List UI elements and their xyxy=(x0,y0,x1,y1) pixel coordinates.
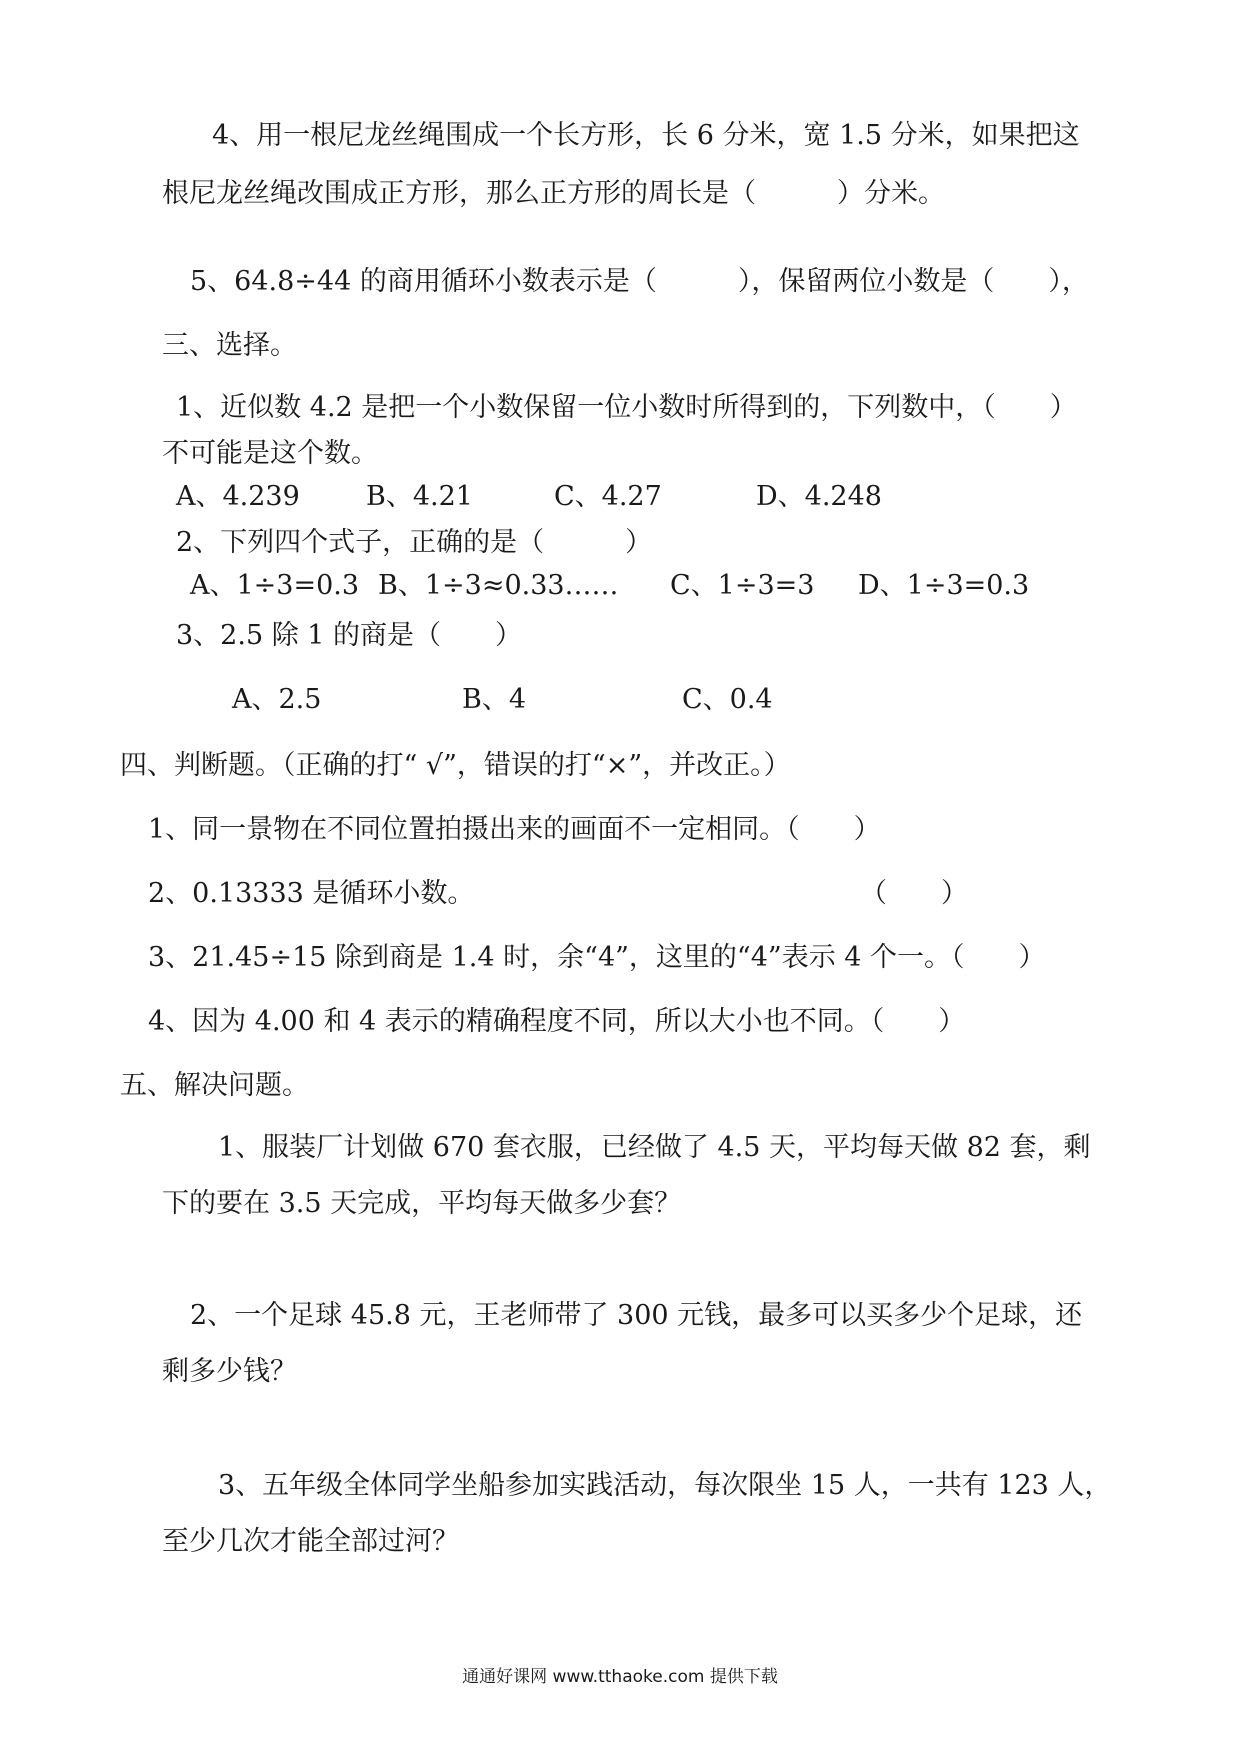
choice-q1-option-d: D、4.248 xyxy=(756,481,882,512)
solve-q3-line1: 3、五年级全体同学坐船参加实践活动，每次限坐 15 人，一共有 123 人， xyxy=(218,1470,1112,1501)
choice-q1-option-c: C、4.27 xyxy=(554,481,662,512)
choice-q2-option-c: C、1÷3=3 xyxy=(670,570,815,601)
choice-q3: 3、2.5 除 1 的商是（ ） xyxy=(176,620,523,651)
judge-q2-answer-bracket: （ ） xyxy=(860,878,968,909)
fill-q5: 5、64.8÷44 的商用循环小数表示是（ ），保留两位小数是（ ）， xyxy=(190,266,1089,297)
fill-q4-line2: 根尼龙丝绳改围成正方形，那么正方形的周长是（ ）分米。 xyxy=(162,178,945,209)
solve-q2-line1: 2、一个足球 45.8 元，王老师带了 300 元钱，最多可以买多少个足球，还 xyxy=(190,1300,1083,1331)
choice-q3-option-c: C、0.4 xyxy=(682,684,773,715)
judge-q4: 4、因为 4.00 和 4 表示的精确程度不同，所以大小也不同。（ ） xyxy=(148,1006,966,1037)
judge-q3: 3、21.45÷15 除到商是 1.4 时，余“4”，这里的“4”表示 4 个一。（ ） xyxy=(148,942,1046,973)
choice-q1-option-b: B、4.21 xyxy=(366,481,473,512)
solve-q1-line1: 1、服装厂计划做 670 套衣服，已经做了 4.5 天，平均每天做 82 套，剩 xyxy=(218,1132,1091,1163)
solve-q1-line2: 下的要在 3.5 天完成，平均每天做多少套？ xyxy=(162,1188,682,1219)
choice-q3-option-a: A、2.5 xyxy=(232,684,322,715)
section-heading-solve: 五、解决问题。 xyxy=(120,1070,309,1101)
choice-q2-option-d: D、1÷3=0.3 xyxy=(858,570,1030,601)
solve-q3-line2: 至少几次才能全部过河？ xyxy=(162,1526,459,1557)
choice-q2-option-b: B、1÷3≈0.33…… xyxy=(378,570,619,601)
choice-q1-line2: 不可能是这个数。 xyxy=(162,438,378,469)
fill-q4-line1: 4、用一根尼龙丝绳围成一个长方形，长 6 分米，宽 1.5 分米，如果把这 xyxy=(212,120,1080,151)
choice-q1-line1: 1、近似数 4.2 是把一个小数保留一位小数时所得到的，下列数中，（ ） xyxy=(176,392,1077,423)
choice-q2-option-a: A、1÷3=0.3 xyxy=(190,570,360,601)
section-heading-choice: 三、选择。 xyxy=(162,330,297,361)
choice-q2: 2、下列四个式子，正确的是（ ） xyxy=(176,527,653,558)
choice-q3-option-b: B、4 xyxy=(462,684,527,715)
choice-q1-option-a: A、4.239 xyxy=(176,481,300,512)
judge-q1: 1、同一景物在不同位置拍摄出来的画面不一定相同。（ ） xyxy=(148,814,881,845)
solve-q2-line2: 剩多少钱？ xyxy=(162,1356,297,1387)
section-heading-judge: 四、判断题。（正确的打“ √”，错误的打“×”，并改正。） xyxy=(120,750,791,781)
page-footer: 通通好课网 www.tthaoke.com 提供下载 xyxy=(462,1667,778,1687)
judge-q2: 2、0.13333 是循环小数。 xyxy=(148,878,475,909)
